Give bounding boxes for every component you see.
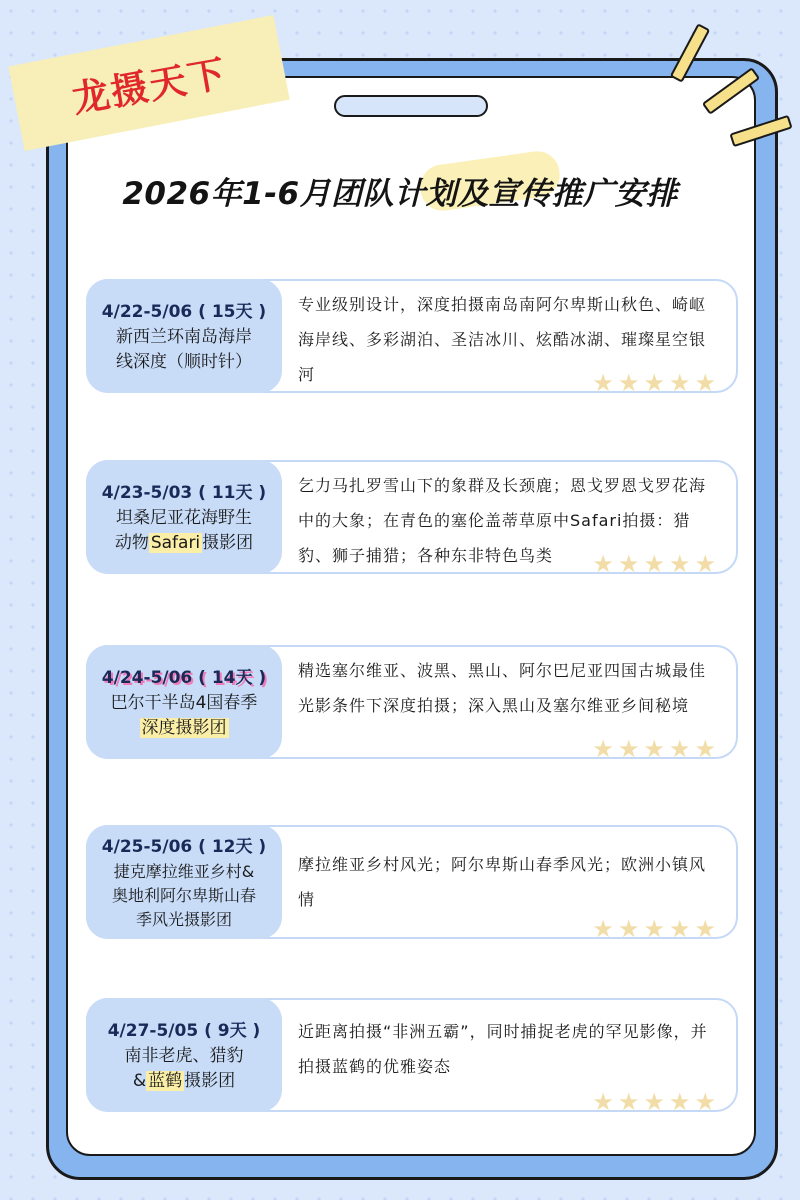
tour-name-line: 捷克摩拉维亚乡村& xyxy=(113,862,255,881)
tour-name-line: 坦桑尼亚花海野生 xyxy=(116,508,252,528)
tour-label xyxy=(86,279,282,393)
top-pill-decoration xyxy=(334,95,488,117)
star-icon: ★ xyxy=(668,735,691,763)
star-icon: ★ xyxy=(694,915,716,943)
tour-name-line: 奥地利阿尔卑斯山春 xyxy=(111,886,256,905)
star-icon: ★ xyxy=(617,369,640,397)
star-icon: ★ xyxy=(592,369,614,397)
tour-row[interactable] xyxy=(86,645,738,763)
tour-date: 4/22-5/06 ( 15天 ) xyxy=(101,302,267,322)
tour-row[interactable] xyxy=(86,460,738,578)
tour-description: 专业级别设计，深度拍摄南岛南阿尔卑斯山秋色、崎岖海岸线、多彩湖泊、圣洁冰川、炫酷冰湖、璀璨星空银河 xyxy=(298,295,707,384)
tour-name-line: & 蓝鹤 摄影团 xyxy=(132,1071,236,1091)
tour-date: 4/23-5/03 ( 11天 ) xyxy=(101,483,267,503)
tour-name-line: 季风光摄影团 xyxy=(135,910,232,929)
tour-name-line: 新西兰环南岛海岸 xyxy=(116,327,252,347)
tour-date: 4/24-5/06 ( 14天 ) xyxy=(101,668,267,688)
star-icon: ★ xyxy=(617,915,640,943)
star-icon: ★ xyxy=(643,915,665,943)
star-icon: ★ xyxy=(694,369,716,397)
star-icon: ★ xyxy=(592,1088,614,1116)
star-icon: ★ xyxy=(694,735,716,763)
tour-name-highlight: 深度摄影团 xyxy=(141,718,227,738)
star-icon: ★ xyxy=(592,735,614,763)
star-icon: ★ xyxy=(668,915,691,943)
brand-name: 龙摄天下 xyxy=(69,51,231,122)
star-icon: ★ xyxy=(694,550,716,578)
inner-card xyxy=(66,76,756,1156)
tour-name-line: 线深度（顺时针） xyxy=(116,352,252,372)
tour-description: 近距离拍摄“非洲五霸”，同时捕捉老虎的罕见影像，并拍摄蓝鹤的优雅姿态 xyxy=(298,1022,708,1076)
tour-name-line: 南非老虎、猎豹 xyxy=(124,1046,244,1066)
tour-description: 摩拉维亚乡村风光；阿尔卑斯山春季风光；欧洲小镇风情 xyxy=(298,855,707,909)
tour-label xyxy=(86,645,282,759)
star-icon: ★ xyxy=(643,735,665,763)
rating-stars xyxy=(592,737,716,761)
tour-date: 4/25-5/06 ( 12天 ) xyxy=(101,837,267,857)
tour-name-highlight: Safari xyxy=(150,533,201,553)
tour-label xyxy=(86,998,282,1112)
tour-name-line: 巴尔干半岛4国春季 xyxy=(110,693,258,713)
rating-stars xyxy=(592,371,716,395)
tour-row[interactable] xyxy=(86,279,738,397)
tour-name-line xyxy=(140,716,229,741)
tour-label xyxy=(86,825,282,939)
tour-name-line: 动物 Safari 摄影团 xyxy=(114,533,254,553)
star-icon: ★ xyxy=(592,915,614,943)
tour-label xyxy=(86,460,282,574)
star-icon: ★ xyxy=(668,550,691,578)
tour-row[interactable] xyxy=(86,998,738,1116)
tour-description: 精选塞尔维亚、波黑、黑山、阿尔巴尼亚四国古城最佳光影条件下深度拍摄；深入黑山及塞尔维亚乡间秘境 xyxy=(298,661,707,715)
tour-name-highlight: 蓝鹤 xyxy=(148,1071,183,1091)
rating-stars xyxy=(592,552,716,576)
tour-description: 乞力马扎罗雪山下的象群及长颈鹿；恩戈罗恩戈罗花海中的大象；在青色的塞伦盖蒂草原中Safari拍摄：猎豹、狮子捕猎；各种东非特色鸟类 xyxy=(298,476,707,565)
star-icon: ★ xyxy=(668,369,691,397)
star-icon: ★ xyxy=(694,1088,716,1116)
star-icon: ★ xyxy=(643,369,665,397)
star-icon: ★ xyxy=(668,1088,691,1116)
star-icon: ★ xyxy=(617,550,640,578)
star-icon: ★ xyxy=(643,550,665,578)
rating-stars xyxy=(592,1090,716,1114)
star-icon: ★ xyxy=(617,735,640,763)
star-icon: ★ xyxy=(592,550,614,578)
rating-stars xyxy=(592,917,716,941)
tour-date: 4/27-5/05 ( 9天 ) xyxy=(107,1021,261,1041)
star-icon: ★ xyxy=(617,1088,640,1116)
page-title: 2026年1-6月团队计划及宣传推广安排 xyxy=(122,176,678,212)
star-icon: ★ xyxy=(643,1088,665,1116)
tour-row[interactable] xyxy=(86,825,738,943)
